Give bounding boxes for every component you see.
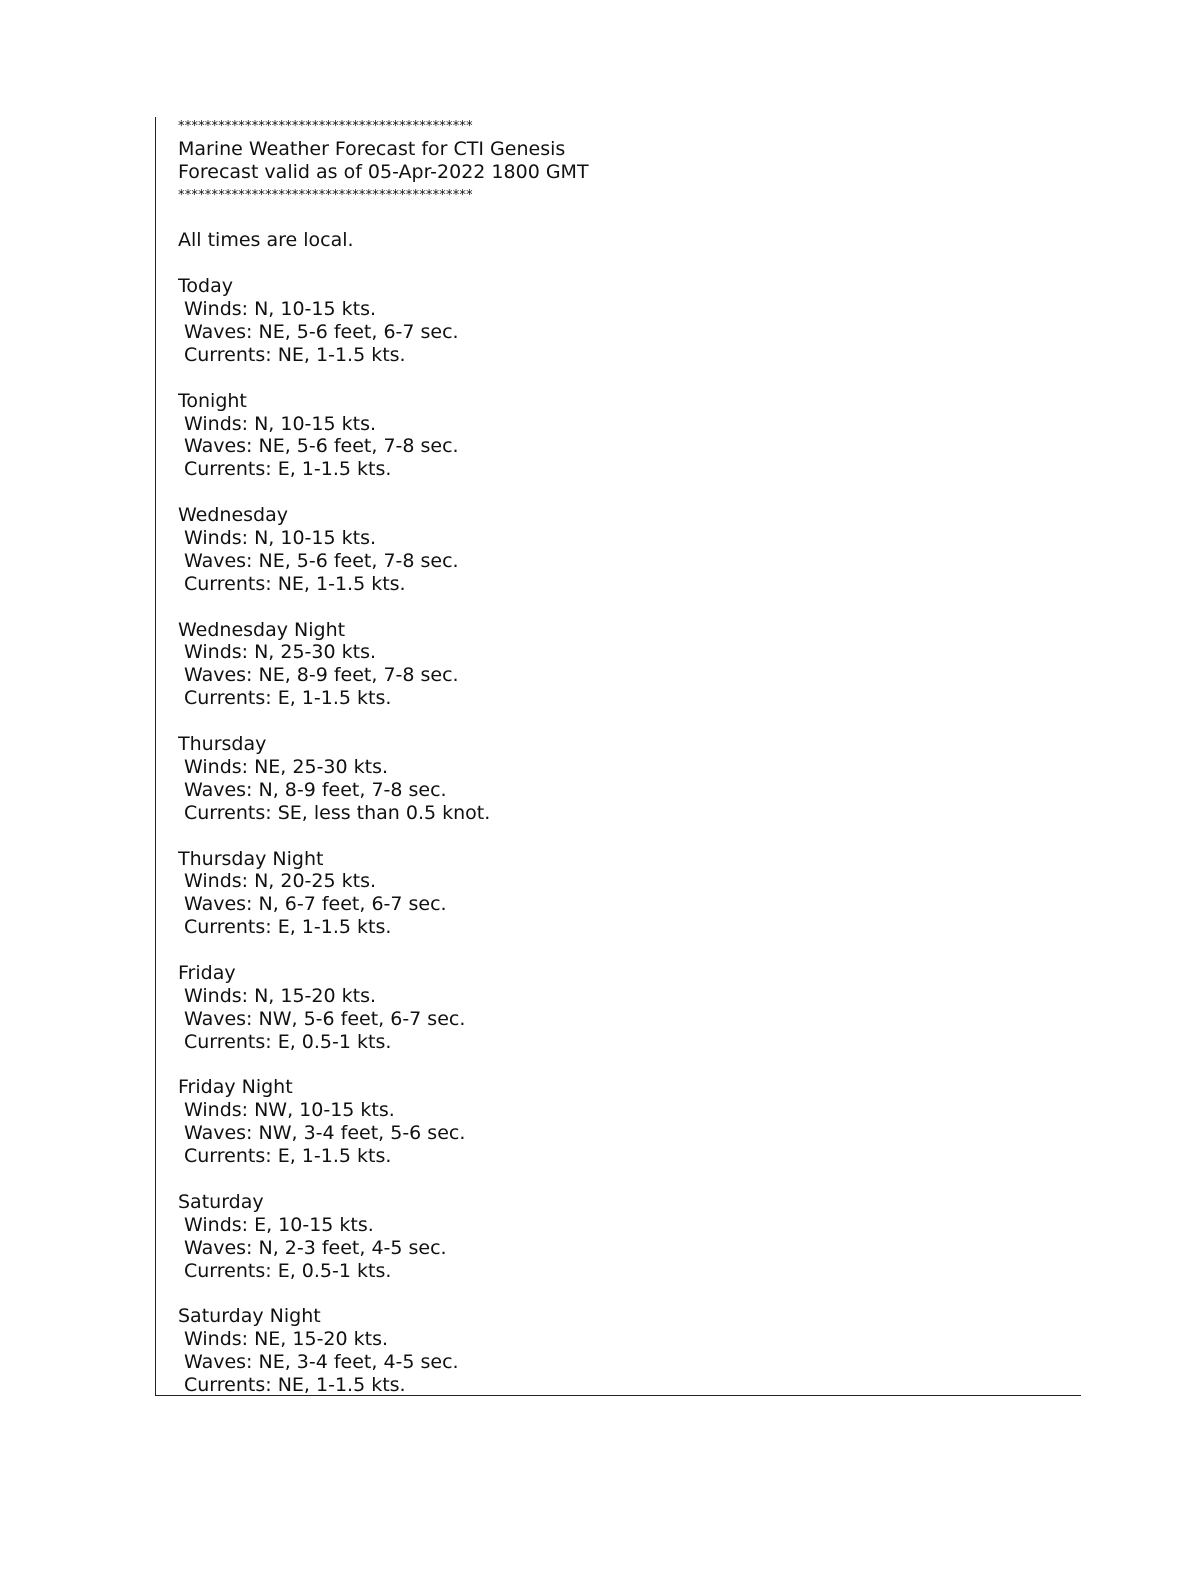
period-name: Wednesday [178, 504, 289, 527]
forecast-period [178, 1191, 1058, 1305]
period-waves: Waves: N, 8-9 feet, 7-8 sec. [184, 778, 447, 801]
blank-line [178, 252, 1058, 275]
blank-line [178, 939, 1058, 962]
period-waves: Waves: NW, 5-6 feet, 6-7 sec. [184, 1007, 466, 1030]
forecast-period [178, 619, 1058, 733]
period-currents: Currents: NE, 1-1.5 kts. [184, 572, 406, 595]
forecast-text-block [178, 115, 1058, 1393]
period-name: Friday Night [178, 1076, 293, 1099]
blank-line [178, 710, 1058, 733]
period-waves: Waves: N, 6-7 feet, 6-7 sec. [184, 893, 447, 916]
forecast-period [178, 275, 1058, 389]
period-winds: Winds: N, 10-15 kts. [184, 412, 377, 435]
forecast-period-list [178, 275, 1058, 1393]
period-waves: Waves: NE, 8-9 feet, 7-8 sec. [184, 664, 459, 687]
period-name: Saturday Night [178, 1305, 321, 1328]
period-winds: Winds: N, 20-25 kts. [184, 870, 377, 893]
forecast-period [178, 848, 1058, 962]
forecast-period [178, 390, 1058, 504]
period-name: Today [178, 275, 233, 298]
blank-line [178, 1054, 1058, 1077]
period-name: Saturday [178, 1190, 264, 1213]
period-name: Friday [178, 961, 236, 984]
period-winds: Winds: N, 10-15 kts. [184, 298, 377, 321]
period-waves: Waves: NE, 5-6 feet, 6-7 sec. [184, 321, 459, 344]
period-winds: Winds: NE, 25-30 kts. [184, 755, 389, 778]
forecast-period [178, 1305, 1058, 1393]
bottom-border-rule [155, 1395, 1081, 1396]
period-name: Thursday Night [178, 847, 324, 870]
times-note: All times are local. [178, 229, 354, 252]
period-winds: Winds: NE, 15-20 kts. [184, 1328, 389, 1351]
period-currents: Currents: E, 1-1.5 kts. [184, 916, 392, 939]
period-winds: Winds: N, 25-30 kts. [184, 641, 377, 664]
period-winds: Winds: NW, 10-15 kts. [184, 1099, 395, 1122]
period-currents: Currents: E, 1-1.5 kts. [184, 458, 392, 481]
forecast-period [178, 1076, 1058, 1190]
period-waves: Waves: NW, 3-4 feet, 5-6 sec. [184, 1122, 466, 1145]
blank-line [178, 825, 1058, 848]
period-winds: Winds: N, 10-15 kts. [184, 527, 377, 550]
period-currents: Currents: E, 1-1.5 kts. [184, 687, 392, 710]
period-currents: Currents: NE, 1-1.5 kts. [184, 343, 406, 366]
blank-line [178, 1168, 1058, 1191]
blank-line [178, 1282, 1058, 1305]
period-name: Thursday [178, 733, 267, 756]
header-stars-top: ******************************************** [178, 119, 473, 134]
period-winds: Winds: E, 10-15 kts. [184, 1213, 374, 1236]
period-winds: Winds: N, 15-20 kts. [184, 984, 377, 1007]
blank-line [178, 367, 1058, 390]
period-waves: Waves: NE, 5-6 feet, 7-8 sec. [184, 549, 459, 572]
period-currents: Currents: NE, 1-1.5 kts. [184, 1373, 406, 1393]
header-stars-bottom: ******************************************** [178, 187, 473, 203]
left-border-rule [155, 117, 156, 1395]
period-currents: Currents: E, 0.5-1 kts. [184, 1030, 392, 1053]
period-waves: Waves: N, 2-3 feet, 4-5 sec. [184, 1236, 447, 1259]
period-waves: Waves: NE, 3-4 feet, 4-5 sec. [184, 1351, 459, 1374]
blank-line [178, 481, 1058, 504]
period-currents: Currents: E, 0.5-1 kts. [184, 1259, 392, 1282]
period-name: Wednesday Night [178, 618, 346, 641]
period-currents: Currents: E, 1-1.5 kts. [184, 1145, 392, 1168]
period-name: Tonight [178, 389, 247, 412]
forecast-period [178, 504, 1058, 618]
forecast-period [178, 733, 1058, 847]
period-currents: Currents: SE, less than 0.5 knot. [184, 801, 491, 824]
forecast-valid-time: Forecast valid as of 05-Apr-2022 1800 GMT [178, 160, 589, 183]
forecast-period [178, 962, 1058, 1076]
blank-line [178, 207, 1058, 230]
forecast-title: Marine Weather Forecast for CTI Genesis [178, 137, 566, 160]
period-waves: Waves: NE, 5-6 feet, 7-8 sec. [184, 435, 459, 458]
blank-line [178, 596, 1058, 619]
